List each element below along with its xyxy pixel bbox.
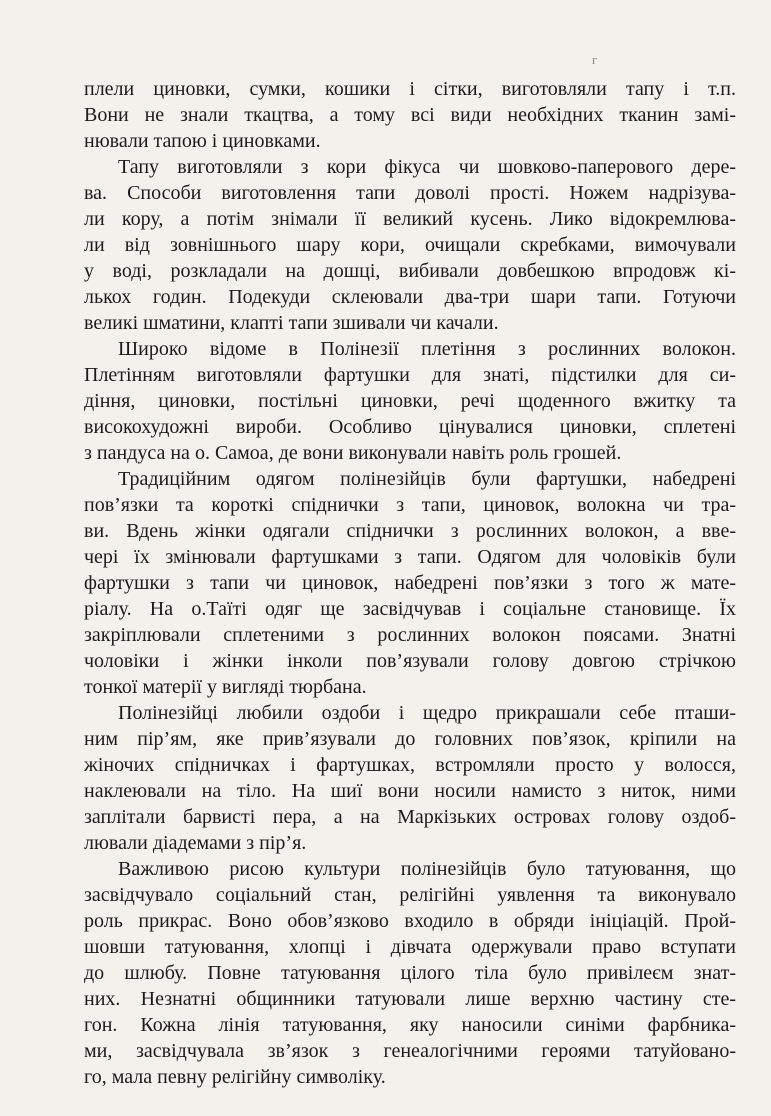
- text-line: ли кору, а потім знімали її великий кусень. Лико відокремлюва-: [84, 208, 736, 230]
- text-line: ми, засвідчувала зв’язок з генеалогічними героями татуйовано-: [84, 1040, 736, 1062]
- text-line: лькох годин. Подекуди склеювали два-три шари тапи. Готуючи: [84, 286, 736, 308]
- text-line: закріплювали сплетеними з рослинних волокон поясами. Знатні: [84, 624, 736, 646]
- text-line: чоловіки і жінки інколи пов’язували голову довгою стрічкою: [84, 650, 736, 672]
- text-line: Широко відоме в Полінезії плетіння з рослинних волокон.: [118, 338, 736, 360]
- text-line: Традиційним одягом полінезійців були фартушки, набедрені: [118, 468, 736, 490]
- text-line: ним пір’ям, яке прив’язували до головних пов’язок, кріпили на: [84, 728, 736, 750]
- text-line: плели циновки, сумки, кошики і сітки, виготовляли тапу і т.п.: [84, 78, 736, 100]
- text-line: жіночих спідничках і фартушках, встромляли просто у волосся,: [84, 754, 736, 776]
- text-line: Тапу виготовляли з кори фікуса чи шовково-паперового дере-: [118, 156, 736, 178]
- text-line: високохудожні вироби. Особливо цінувалися циновки, сплетені: [84, 416, 736, 438]
- text-line: ли від зовнішнього шару кори, очищали скребками, вимочували: [84, 234, 736, 256]
- text-line: у воді, розкладали на дошці, вибивали довбешкою впродовж кі-: [84, 260, 736, 282]
- text-line: фартушки з тапи чи циновок, набедрені пов’язки з того ж мате-: [84, 572, 736, 594]
- text-line: діння, циновки, постільні циновки, речі щоденного вжитку та: [84, 390, 736, 412]
- text-line: го, мала певну релігійну символіку.: [84, 1066, 386, 1088]
- text-line: заплітали барвисті пера, а на Маркізьких островах голову оздоб-: [84, 806, 736, 828]
- text-line: до шлюбу. Повне татуювання цілого тіла було привілеєм знат-: [84, 962, 736, 984]
- text-line: них. Незнатні общинники татуювали лише верхню частину сте-: [84, 988, 736, 1010]
- text-line: засвідчувало соціальний стан, релігійні уявлення та виконувало: [84, 884, 736, 906]
- margin-mark: г: [592, 52, 598, 67]
- text-line: тонкої матерії у вигляді тюрбана.: [84, 676, 367, 698]
- text-line: великі шматини, клапті тапи зшивали чи качали.: [84, 312, 499, 334]
- text-line: чері їх змінювали фартушками з тапи. Одягом для чоловіків були: [84, 546, 736, 568]
- text-line: гон. Кожна лінія татуювання, яку наносили синіми фарбника-: [84, 1014, 736, 1036]
- text-line: роль прикрас. Воно обов’язково входило в обряди ініціацій. Прой-: [84, 910, 736, 932]
- text-line: ва. Способи виготовлення тапи доволі прості. Ножем надрізува-: [84, 182, 736, 204]
- text-line: ви. Вдень жінки одягали спіднички з рослинних волокон, а ввe-: [84, 520, 736, 542]
- text-line: Полінезійці любили оздоби і щедро прикрашали себе пташи-: [118, 702, 736, 724]
- text-line: нювали тапою і циновками.: [84, 130, 321, 152]
- text-line: шовши татуювання, хлопці і дівчата одержували право вступати: [84, 936, 736, 958]
- text-line: Важливою рисою культури полінезійців було татуювання, що: [118, 858, 736, 880]
- text-line: з пандуса на о. Самоа, де вони виконували навіть роль грошей.: [84, 442, 622, 464]
- text-line: Вони не знали ткацтва, а тому всі види необхідних тканин замі-: [84, 104, 736, 126]
- text-line: наклеювали на тіло. На шиї вони носили намисто з ниток, ними: [84, 780, 736, 802]
- text-line: ріалу. На о.Таїті одяг ще засвідчував і соціальне становище. Їх: [84, 598, 736, 620]
- text-line: лювали діадемами з пір’я.: [84, 832, 307, 854]
- text-line: пов’язки та короткі спіднички з тапи, циновок, волокна чи тра-: [84, 494, 736, 516]
- text-line: Плетінням виготовляли фартушки для знаті, підстилки для си-: [84, 364, 736, 386]
